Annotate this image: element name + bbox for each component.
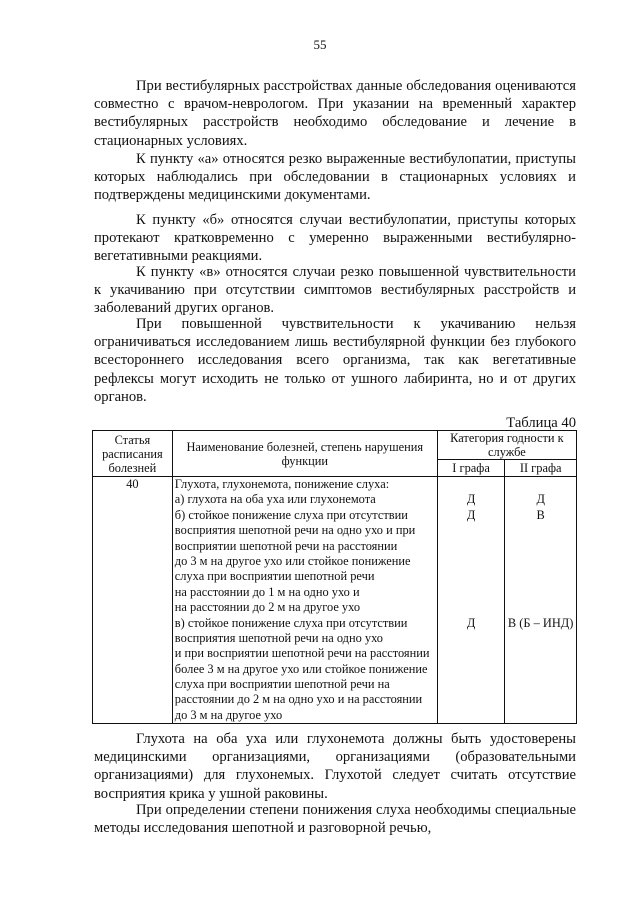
row-description <box>172 477 437 724</box>
graph-1-value-v: Д <box>466 615 476 630</box>
description-line: на расстоянии до 2 м на другое ухо <box>174 600 361 615</box>
header-article: Статья расписания болезней <box>93 431 173 477</box>
table-row <box>93 477 577 724</box>
graph-2-value-v: В (Б – ИНД) <box>507 615 574 630</box>
description-line: до 3 м на другое ухо или стойкое понижение <box>174 553 411 568</box>
paragraph-point-v: К пункту «в» относятся случаи резко повышенной чувствительности к укачиванию при отсутствии симптомов вестибулярных расстройств и заболеваний других органов. <box>94 264 576 317</box>
description-line: и при восприятии шепотной речи на расстоянии <box>174 646 430 661</box>
description-line: слуха при восприятии шепотной речи на <box>174 677 390 692</box>
graph-2-values <box>505 477 577 724</box>
paragraph-hearing-methods: При определении степени понижения слуха необходимы специальные методы исследования шепотной и разговорной речью, <box>94 802 576 837</box>
paragraph-point-a: К пункту «а» относятся резко выраженные вестибулопатии, приступы которых наблюдались при обследовании в стационарных условиях и подтверждены медицинскими документами. <box>94 151 576 204</box>
paragraph-deafness-certification: Глухота на оба уха или глухонемота должны быть удостоверены медицинскими организациями, организациями (образовательными организациями) для глухонемых. Глухотой следует считать отсутствие восприятия крика у ушной раковины. <box>94 731 576 802</box>
table-header-row <box>93 431 577 460</box>
description-line: более 3 м на другое ухо или стойкое понижение <box>174 661 428 676</box>
graph-2-value-b: В <box>536 507 545 522</box>
page-number: 55 <box>313 37 327 52</box>
description-line: восприятии шепотной речи на расстоянии <box>174 538 398 553</box>
description-line: слуха при восприятии шепотной речи <box>174 569 375 584</box>
description-line: на расстоянии до 1 м на одно ухо и <box>174 584 360 599</box>
row-article-number: 40 <box>93 477 173 724</box>
disease-table <box>92 430 577 724</box>
header-name: Наименование болезней, степень нарушения функции <box>172 431 437 477</box>
paragraph-point-b: К пункту «б» относятся случаи вестибулопатии, приступы которых протекают кратковременно с умеренно выраженными вестибулярно-вегетативными реакциями. <box>94 212 576 265</box>
description-line: восприятия шепотной речи на одно ухо и при <box>174 523 416 538</box>
description-line: Глухота, глухонемота, понижение слуха: <box>174 477 390 491</box>
description-line: расстоянии до 2 м на одно ухо и на расстоянии <box>174 692 423 707</box>
header-graph-1: I графа <box>437 460 505 477</box>
paragraph-vestibular-evaluation: При вестибулярных расстройствах данные обследования оцениваются совместно с врачом-неврологом. При указании на временный характер вестибулярных расстройств необходимо обследование и лечение в стационарных условиях. <box>94 78 576 149</box>
description-line: до 3 м на другое ухо <box>174 707 283 722</box>
graph-2-value-a: Д <box>536 492 545 507</box>
description-line: восприятия шепотной речи на одно ухо <box>174 630 383 645</box>
graph-1-value-b: Д <box>466 507 476 522</box>
paragraph-motion-sensitivity: При повышенной чувствительности к укачиванию нельзя ограничиваться исследованием лишь вестибулярной функции без глубокого всестороннего исследования всего организма, так как вегетативные рефлексы могут исходить не только от ушного лабиринта, но и от других органов. <box>94 316 576 405</box>
graph-1-value-a: Д <box>466 492 476 507</box>
description-line: б) стойкое понижение слуха при отсутствии <box>174 507 408 522</box>
description-line: а) глухота на оба уха или глухонемота <box>174 492 376 507</box>
description-line: в) стойкое понижение слуха при отсутствии <box>174 615 408 630</box>
header-category: Категория годности к службе <box>437 431 576 460</box>
graph-1-values <box>437 477 505 724</box>
header-graph-2: II графа <box>505 460 577 477</box>
table-caption: Таблица 40 <box>506 415 576 431</box>
